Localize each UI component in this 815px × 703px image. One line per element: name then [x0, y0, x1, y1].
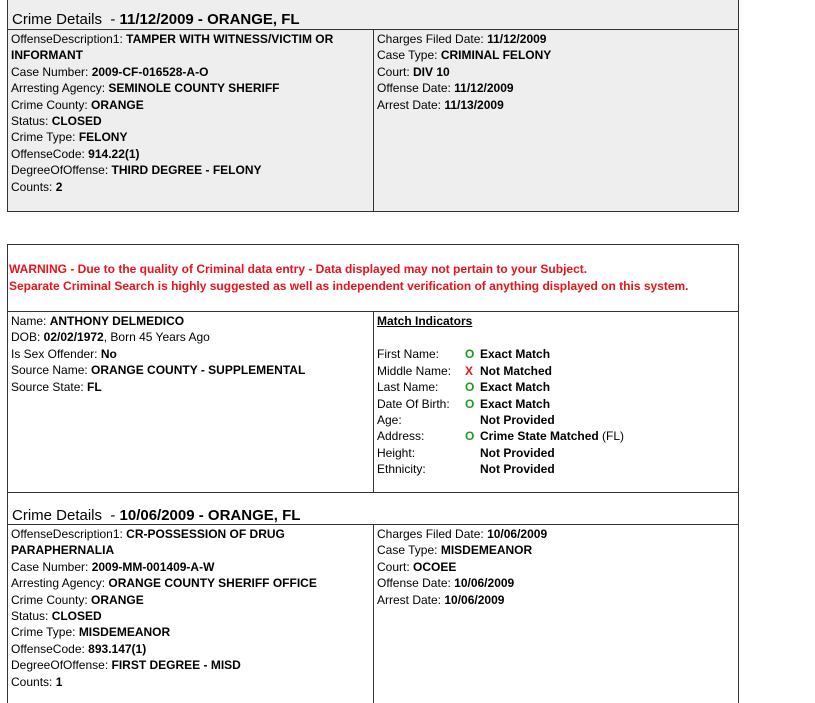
- field-line: [11, 113, 370, 129]
- field-label: Is Sex Offender:: [11, 346, 101, 361]
- field-value: 2009-MM-001409-A-W: [91, 559, 215, 574]
- field-label: Crime County:: [11, 592, 92, 607]
- field-line: [11, 559, 370, 575]
- field-label: Offense Date:: [377, 81, 455, 96]
- crime-details-header-2: [8, 492, 738, 525]
- field-line: [11, 162, 370, 178]
- field-label: Case Number:: [11, 559, 92, 574]
- field-label: OffenseCode:: [11, 641, 89, 656]
- match-label: Last Name:: [377, 380, 439, 395]
- field-label: Charges Filed Date:: [377, 527, 488, 541]
- crime-details-card-1: [7, 0, 739, 212]
- crime-left-column-2: [8, 525, 374, 703]
- field-value: CLOSED: [51, 114, 102, 129]
- field-label: Case Type:: [377, 48, 441, 63]
- field-label: Source State:: [11, 379, 88, 394]
- no-mark-icon: [465, 412, 480, 428]
- match-indicator-row: [377, 428, 735, 444]
- match-status-text: Exact Match: [480, 380, 551, 395]
- match-status-text: Crime State Matched: [480, 429, 599, 444]
- field-value: CLOSED: [51, 609, 102, 624]
- match-status-text: Not Provided: [480, 413, 555, 428]
- field-label: Arrest Date:: [377, 592, 445, 607]
- field-value: 893.147(1): [88, 641, 147, 656]
- field-line: [11, 379, 370, 395]
- field-label: DOB:: [11, 330, 44, 345]
- match-value: [480, 445, 555, 461]
- match-extra: (FL): [598, 429, 625, 444]
- field-line: [11, 129, 370, 145]
- field-suffix: , Born 45 Years Ago: [103, 330, 210, 345]
- field-label: Crime County:: [11, 97, 92, 112]
- field-value: 2: [55, 179, 63, 194]
- crime-title-value: 11/12/2009 - ORANGE, FL: [119, 11, 300, 28]
- match-status-text: Exact Match: [480, 347, 551, 362]
- match-indicator-row: [377, 396, 735, 412]
- field-label: Arrest Date:: [377, 97, 445, 112]
- field-line: [377, 31, 735, 47]
- subject-identity-column: [8, 312, 374, 493]
- field-line: [11, 47, 370, 63]
- warning-line-1: WARNING - Due to the quality of Criminal data entry - Data displayed may not pertain to your Subject.: [9, 262, 588, 276]
- field-line: [11, 674, 370, 690]
- field-line: [11, 97, 370, 113]
- match-status-text: Not Matched: [480, 363, 552, 378]
- match-status-text: Exact Match: [480, 396, 551, 411]
- match-indicators-list: [377, 346, 735, 477]
- field-line: [11, 641, 370, 657]
- match-label: First Name:: [377, 347, 440, 362]
- field-value: ANTHONY DELMEDICO: [49, 314, 185, 328]
- field-value: INFORMANT: [11, 48, 83, 63]
- field-value: PARAPHERNALIA: [11, 543, 115, 558]
- field-value: THIRD DEGREE - FELONY: [111, 163, 262, 178]
- subject-record-card: [7, 244, 739, 703]
- crime-details-title-2: Crime Details - 10/06/2009 - ORANGE, FL: [12, 507, 301, 524]
- match-value: [480, 346, 550, 362]
- warning-message: [9, 261, 689, 295]
- field-line: [11, 592, 370, 608]
- field-line: [11, 313, 370, 329]
- field-value: DIV 10: [413, 64, 450, 79]
- crime-right-column-2: [374, 525, 738, 703]
- match-check-icon: O: [465, 429, 475, 444]
- field-value: TAMPER WITH WITNESS/VICTIM OR: [126, 32, 334, 46]
- field-line: [377, 575, 735, 591]
- field-value: 11/12/2009: [487, 32, 547, 46]
- match-indicator-row: [377, 461, 735, 477]
- field-value: ORANGE: [91, 592, 144, 607]
- field-label: OffenseDescription1:: [11, 32, 127, 46]
- field-label: Counts:: [11, 674, 56, 689]
- field-label: Court:: [377, 64, 414, 79]
- field-line: [11, 31, 370, 47]
- match-check-icon: O: [465, 347, 475, 362]
- match-label: Ethnicity:: [377, 462, 426, 477]
- field-label: Status:: [11, 114, 52, 129]
- field-line: [11, 64, 370, 80]
- field-value: 10/06/2009: [454, 576, 515, 591]
- field-line: [377, 80, 735, 96]
- field-value: No: [100, 346, 117, 361]
- crime-details-header-1: [8, 0, 738, 29]
- field-value: CR-POSSESSION OF DRUG: [126, 527, 285, 541]
- crime-title-label: Crime Details: [12, 11, 103, 28]
- field-line: [11, 542, 370, 558]
- no-mark-icon: [465, 461, 480, 477]
- field-label: Arresting Agency:: [11, 81, 109, 96]
- field-label: Name:: [11, 314, 50, 328]
- field-value: 10/06/2009: [487, 527, 548, 541]
- field-line: [11, 362, 370, 378]
- match-check-icon: O: [465, 396, 475, 411]
- subject-info-row: [8, 311, 738, 493]
- field-line: [11, 329, 370, 345]
- field-label: Case Type:: [377, 543, 441, 558]
- field-value: MISDEMEANOR: [440, 543, 533, 558]
- mismatch-x-icon: X: [465, 363, 474, 378]
- match-status-text: Not Provided: [480, 462, 555, 477]
- field-value: 11/12/2009: [454, 81, 514, 96]
- crime-left-column-1: [8, 30, 374, 211]
- field-label: Offense Date:: [377, 576, 455, 591]
- field-value: FL: [87, 379, 102, 394]
- match-indicators-column: [374, 312, 738, 493]
- match-indicator-row: [377, 346, 735, 362]
- match-indicator-row: [377, 445, 735, 461]
- field-value: ORANGE: [91, 97, 144, 112]
- match-label: Height:: [377, 445, 416, 460]
- field-line: [11, 146, 370, 162]
- field-label: OffenseCode:: [11, 146, 89, 161]
- match-value: [480, 396, 550, 412]
- field-line: [377, 47, 735, 63]
- field-line: [11, 346, 370, 362]
- field-label: Charges Filed Date:: [377, 32, 488, 46]
- field-value: 11/13/2009: [444, 97, 504, 112]
- match-label: Date Of Birth:: [377, 396, 450, 411]
- field-value: ORANGE COUNTY - SUPPLEMENTAL: [91, 363, 306, 378]
- match-label: Age:: [377, 413, 402, 428]
- field-label: Crime Type:: [11, 130, 79, 145]
- field-label: Status:: [11, 609, 52, 624]
- field-value: FELONY: [78, 130, 128, 145]
- field-line: [377, 542, 735, 558]
- field-label: DegreeOfOffense:: [11, 658, 112, 673]
- field-line: [11, 624, 370, 640]
- field-label: Case Number:: [11, 64, 92, 79]
- match-indicator-row: [377, 363, 735, 379]
- crime-title-label: Crime Details: [12, 507, 103, 524]
- field-value: FIRST DEGREE - MISD: [111, 658, 241, 673]
- field-line: [11, 526, 370, 542]
- field-line: [377, 592, 735, 608]
- field-line: [377, 526, 735, 542]
- field-line: [377, 64, 735, 80]
- field-line: [11, 80, 370, 96]
- warning-line-2: Separate Criminal Search is highly suggested as well as independent verification of anything displayed on this system.: [9, 279, 689, 293]
- field-value: 10/06/2009: [444, 592, 505, 607]
- match-label: Middle Name:: [377, 363, 452, 378]
- field-value: 914.22(1): [88, 146, 140, 161]
- match-check-icon: O: [465, 380, 475, 395]
- field-line: [11, 575, 370, 591]
- field-line: [11, 179, 370, 195]
- field-label: Arresting Agency:: [11, 576, 109, 591]
- field-label: Source Name:: [11, 363, 92, 378]
- field-value: OCOEE: [413, 559, 457, 574]
- field-line: [377, 559, 735, 575]
- match-indicators-title: Match Indicators: [377, 314, 473, 328]
- crime-right-column-1: [374, 30, 738, 211]
- field-value: 2009-CF-016528-A-O: [91, 64, 209, 79]
- field-label: OffenseDescription1:: [11, 527, 127, 541]
- match-value: [480, 363, 552, 379]
- match-value: [480, 461, 555, 477]
- field-label: Crime Type:: [11, 625, 79, 640]
- match-indicator-row: [377, 379, 735, 395]
- field-line: [377, 97, 735, 113]
- field-label: DegreeOfOffense:: [11, 163, 112, 178]
- field-label: Court:: [377, 559, 414, 574]
- field-line: [11, 657, 370, 673]
- crime-details-title-1: Crime Details - 11/12/2009 - ORANGE, FL: [12, 11, 300, 28]
- match-value: [480, 412, 555, 428]
- match-status-text: Not Provided: [480, 445, 555, 460]
- crime-title-value: 10/06/2009 - ORANGE, FL: [119, 507, 301, 524]
- field-value: 02/02/1972: [43, 330, 104, 345]
- match-value: [480, 428, 624, 444]
- field-value: ORANGE COUNTY SHERIFF OFFICE: [108, 576, 317, 591]
- no-mark-icon: [465, 445, 480, 461]
- field-label: Counts:: [11, 179, 56, 194]
- match-value: [480, 379, 550, 395]
- field-value: SEMINOLE COUNTY SHERIFF: [108, 81, 280, 96]
- match-label: Address:: [377, 429, 425, 444]
- field-value: MISDEMEANOR: [78, 625, 171, 640]
- field-value: CRIMINAL FELONY: [440, 48, 552, 63]
- match-indicator-row: [377, 412, 735, 428]
- field-value: 1: [55, 674, 63, 689]
- field-line: [11, 608, 370, 624]
